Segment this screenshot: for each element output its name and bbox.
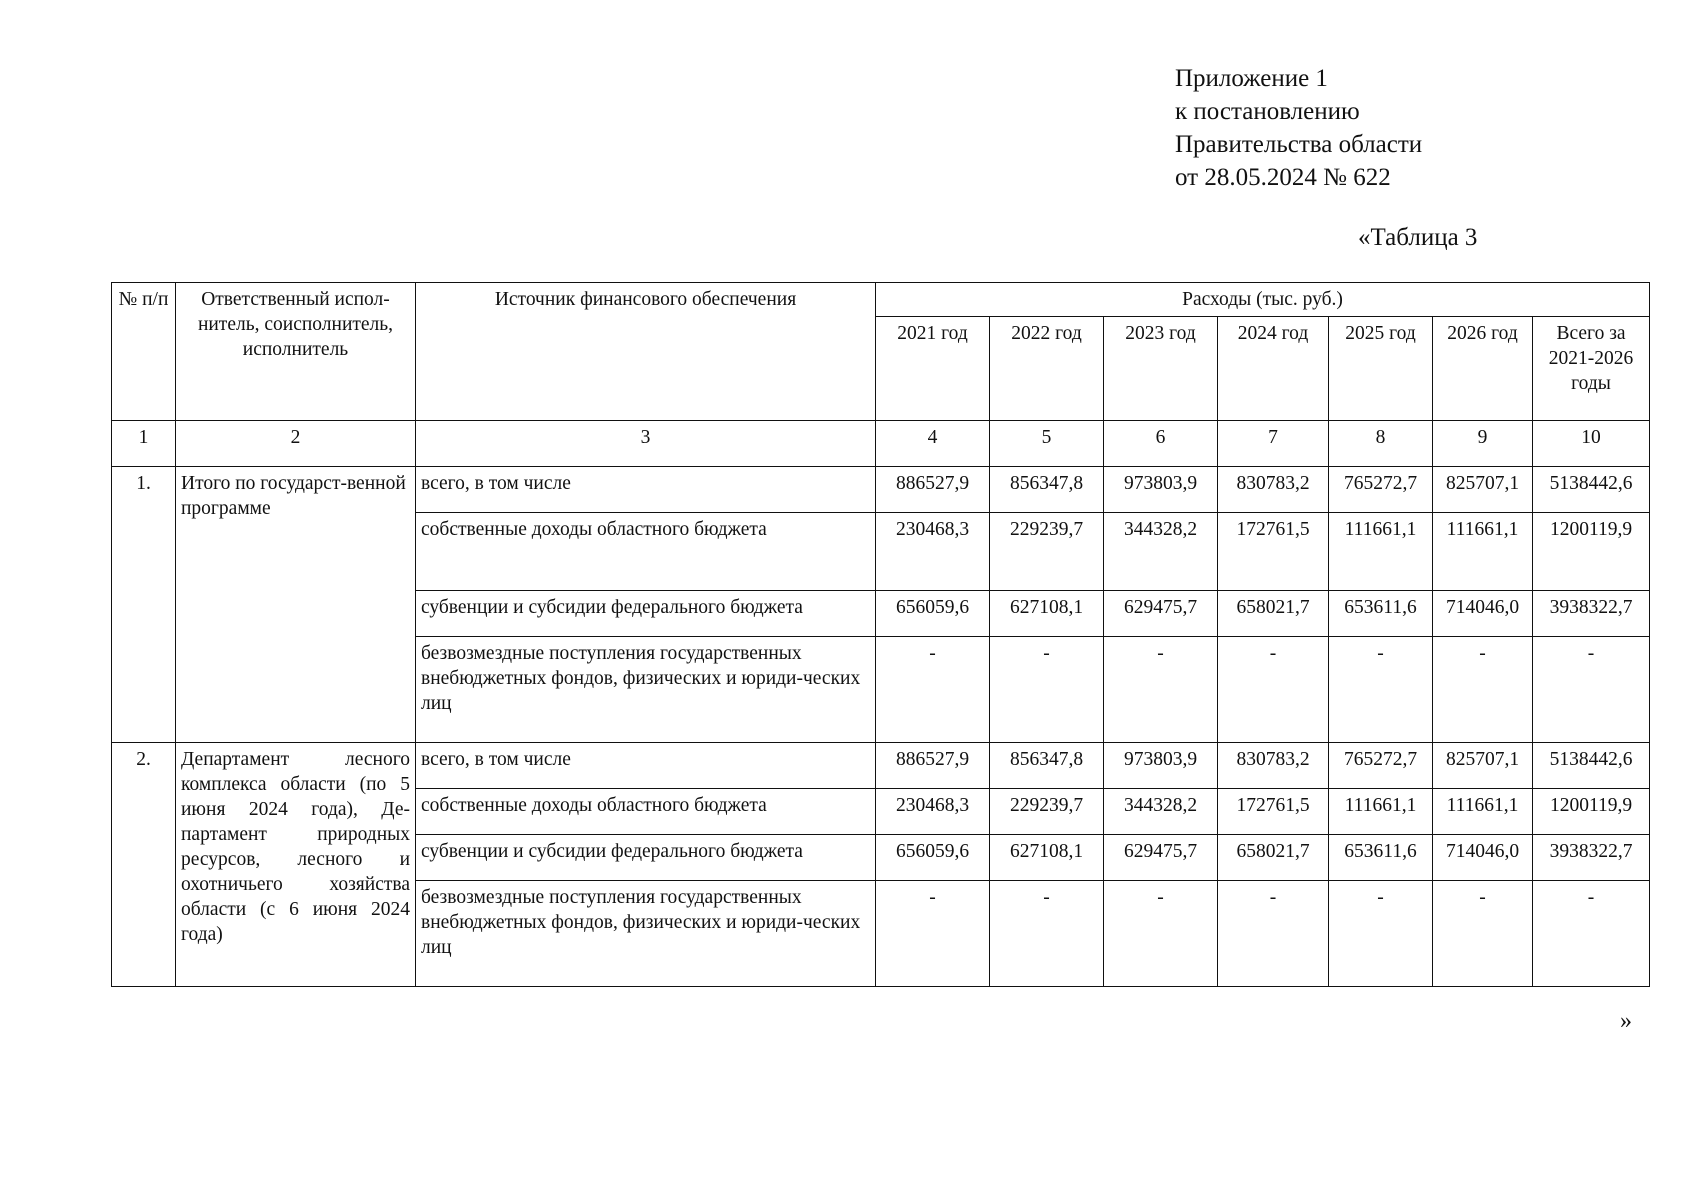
cell-value: -: [1104, 881, 1218, 987]
row-num: 1.: [112, 467, 176, 743]
row-source: всего, в том числе: [416, 743, 876, 789]
table-row: [112, 467, 1650, 513]
appendix-line: от 28.05.2024 № 622: [1175, 164, 1391, 191]
cell-value: 830783,2: [1218, 467, 1329, 513]
column-number: 3: [416, 421, 876, 467]
column-number: 4: [876, 421, 990, 467]
header-year: 2024 год: [1218, 317, 1329, 421]
header-year: 2022 год: [990, 317, 1104, 421]
cell-value: -: [1329, 637, 1433, 743]
cell-value: 658021,7: [1218, 591, 1329, 637]
cell-value: 714046,0: [1433, 591, 1533, 637]
appendix-line: Приложение 1: [1175, 65, 1328, 92]
row-source: всего, в том числе: [416, 467, 876, 513]
cell-value: 344328,2: [1104, 513, 1218, 591]
header-expenses: Расходы (тыс. руб.): [876, 283, 1650, 317]
header-year: 2021 год: [876, 317, 990, 421]
header-year: 2026 год: [1433, 317, 1533, 421]
row-source: собственные доходы областного бюджета: [416, 513, 876, 591]
column-number: 5: [990, 421, 1104, 467]
cell-value: 825707,1: [1433, 467, 1533, 513]
cell-value: 629475,7: [1104, 835, 1218, 881]
header-total: Всего за 2021-2026 годы: [1533, 317, 1650, 421]
cell-value: 1200119,9: [1533, 789, 1650, 835]
cell-value: -: [1104, 637, 1218, 743]
column-number: 2: [176, 421, 416, 467]
cell-value: 229239,7: [990, 513, 1104, 591]
header-source: Источник финансового обеспечения: [416, 283, 876, 421]
row-executor: Итого по государст-венной программе: [176, 467, 416, 743]
table-row: [112, 743, 1650, 789]
cell-value: -: [1533, 637, 1650, 743]
cell-value: 653611,6: [1329, 591, 1433, 637]
cell-value: 658021,7: [1218, 835, 1329, 881]
header-executor: Ответственный испол-нитель, соисполнитель, исполнитель: [176, 283, 416, 421]
cell-value: 627108,1: [990, 835, 1104, 881]
cell-value: 230468,3: [876, 789, 990, 835]
cell-value: -: [876, 637, 990, 743]
cell-value: 1200119,9: [1533, 513, 1650, 591]
cell-value: 765272,7: [1329, 743, 1433, 789]
table-caption: «Таблица 3: [1358, 224, 1478, 251]
cell-value: 656059,6: [876, 591, 990, 637]
header-year: 2025 год: [1329, 317, 1433, 421]
cell-value: -: [990, 637, 1104, 743]
budget-table: [111, 282, 1650, 987]
appendix-block: [1175, 62, 1422, 194]
cell-value: 111661,1: [1329, 513, 1433, 591]
cell-value: 765272,7: [1329, 467, 1433, 513]
cell-value: -: [876, 881, 990, 987]
cell-value: 714046,0: [1433, 835, 1533, 881]
cell-value: 5138442,6: [1533, 467, 1650, 513]
cell-value: 172761,5: [1218, 513, 1329, 591]
cell-value: -: [990, 881, 1104, 987]
cell-value: -: [1433, 881, 1533, 987]
cell-value: 344328,2: [1104, 789, 1218, 835]
cell-value: -: [1433, 637, 1533, 743]
cell-value: 627108,1: [990, 591, 1104, 637]
row-executor: Департамент лесного комплекса области (по 5 июня 2024 года), Де-партамент природных ресурсов, лесного и охотничьего хозяйства области (с 6 июня 2024 года): [176, 743, 416, 987]
column-number: 8: [1329, 421, 1433, 467]
column-number: 10: [1533, 421, 1650, 467]
cell-value: 825707,1: [1433, 743, 1533, 789]
appendix-line: к постановлению: [1175, 98, 1360, 125]
cell-value: 830783,2: [1218, 743, 1329, 789]
column-number: 9: [1433, 421, 1533, 467]
header-num: № п/п: [112, 283, 176, 421]
cell-value: 3938322,7: [1533, 835, 1650, 881]
cell-value: 886527,9: [876, 467, 990, 513]
cell-value: -: [1533, 881, 1650, 987]
cell-value: 886527,9: [876, 743, 990, 789]
cell-value: -: [1218, 881, 1329, 987]
cell-value: 653611,6: [1329, 835, 1433, 881]
column-number: 6: [1104, 421, 1218, 467]
cell-value: 3938322,7: [1533, 591, 1650, 637]
cell-value: 656059,6: [876, 835, 990, 881]
row-source: безвозмездные поступления государственных внебюджетных фондов, физических и юриди-ческих лиц: [416, 881, 876, 987]
row-source: субвенции и субсидии федерального бюджета: [416, 591, 876, 637]
cell-value: 629475,7: [1104, 591, 1218, 637]
cell-value: 111661,1: [1433, 513, 1533, 591]
cell-value: 111661,1: [1433, 789, 1533, 835]
closing-quote: »: [1620, 1008, 1632, 1034]
cell-value: -: [1218, 637, 1329, 743]
row-source: собственные доходы областного бюджета: [416, 789, 876, 835]
column-number: 1: [112, 421, 176, 467]
cell-value: 973803,9: [1104, 467, 1218, 513]
column-number: 7: [1218, 421, 1329, 467]
cell-value: 856347,8: [990, 467, 1104, 513]
cell-value: 973803,9: [1104, 743, 1218, 789]
cell-value: 5138442,6: [1533, 743, 1650, 789]
cell-value: -: [1329, 881, 1433, 987]
cell-value: 172761,5: [1218, 789, 1329, 835]
row-num: 2.: [112, 743, 176, 987]
row-source: безвозмездные поступления государственных внебюджетных фондов, физических и юриди-ческих лиц: [416, 637, 876, 743]
cell-value: 229239,7: [990, 789, 1104, 835]
cell-value: 856347,8: [990, 743, 1104, 789]
cell-value: 111661,1: [1329, 789, 1433, 835]
appendix-line: Правительства области: [1175, 131, 1423, 158]
row-source: субвенции и субсидии федерального бюджета: [416, 835, 876, 881]
cell-value: 230468,3: [876, 513, 990, 591]
header-year: 2023 год: [1104, 317, 1218, 421]
